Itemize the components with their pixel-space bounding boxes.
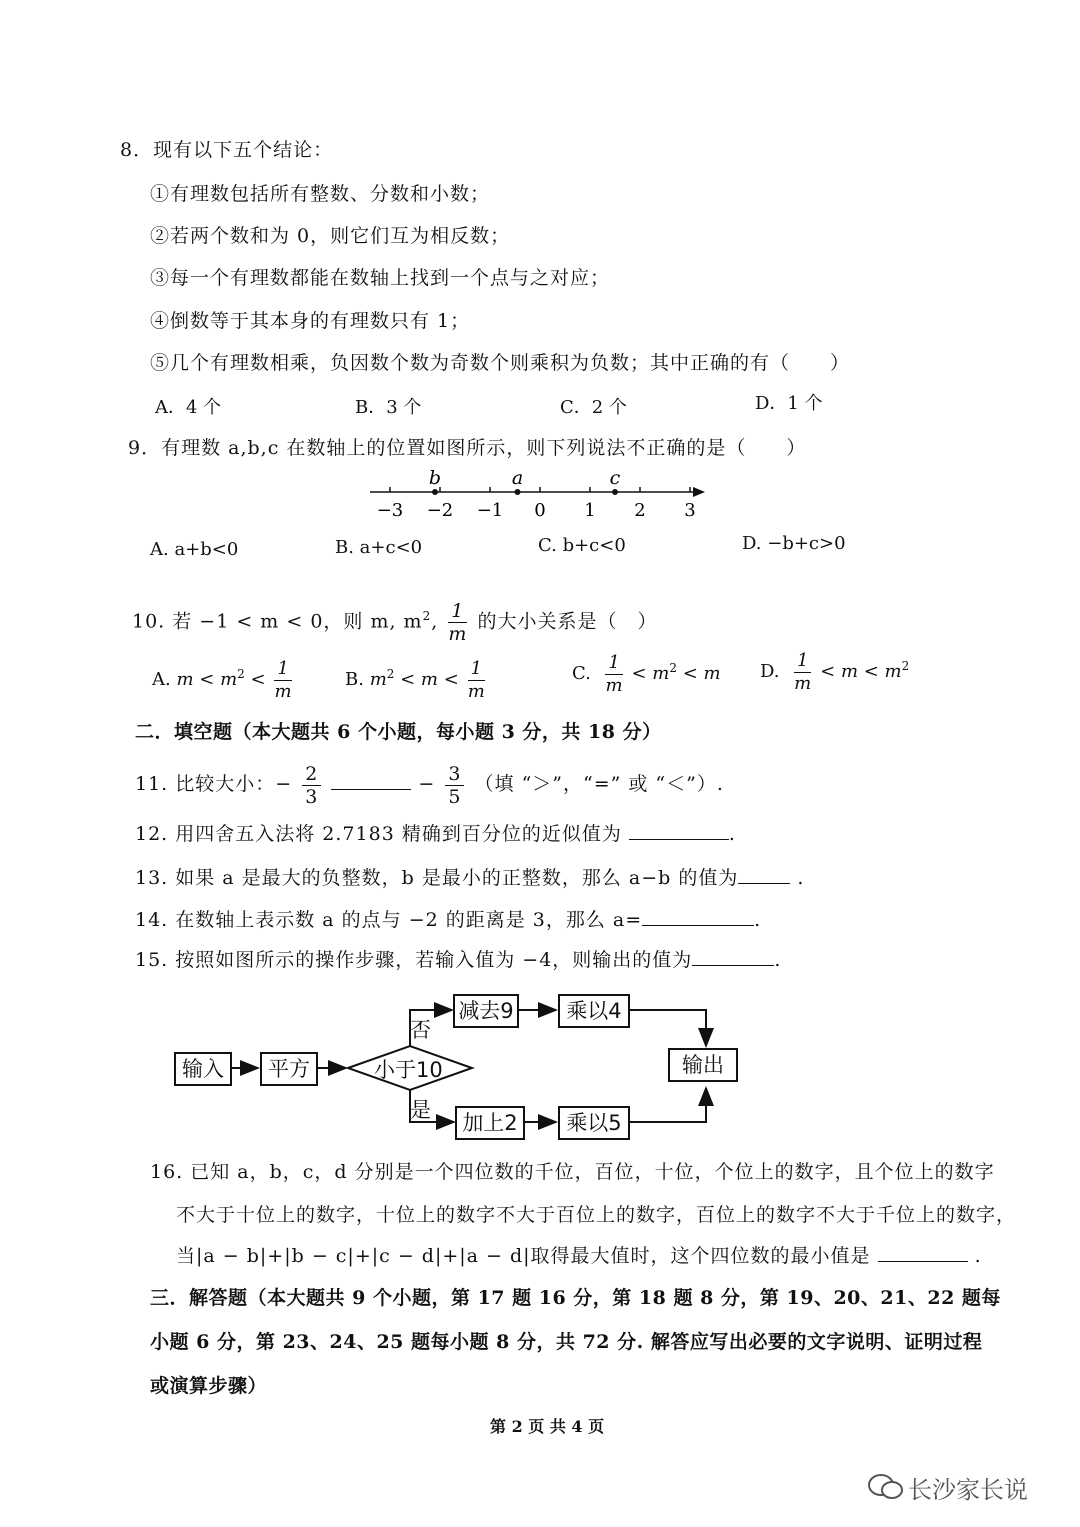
number-line-tick-label: −1 — [476, 500, 504, 521]
q9-option-c: C. b+c<0 — [538, 535, 626, 556]
q16-line-2: 不大于十位上的数字，十位上的数字不大于百位上的数字，百位上的数字不大于千位上的数字， — [176, 1204, 1017, 1226]
section-3-line-2: 小题 6 分，第 23、24、25 题每小题 8 分，共 72 分. 解答应写出必要的文字说明、证明过程 — [150, 1331, 983, 1353]
q10-option-a: A. $m < m^2$ < $\frac{1}{m}$ — [152, 657, 292, 702]
q15: 15. 按照如图所示的操作步骤，若输入值为 −4，则输出的值为 . — [135, 949, 782, 971]
flow-times5-box: 乘以5 — [558, 1106, 630, 1140]
q8-item-1: ①有理数包括所有整数、分数和小数； — [150, 183, 491, 205]
section-3-line-3: 或演算步骤） — [150, 1375, 268, 1397]
section-2-heading: 二．填空题（本大题共 6 个小题，每小题 3 分，共 18 分） — [135, 721, 662, 743]
number-line-tick-label: 2 — [634, 500, 646, 521]
flow-plus2-box: 加上2 — [455, 1106, 525, 1140]
q10-option-d: D. $\frac{1}{m}$ < $m < m^2$ — [760, 649, 910, 694]
q16-line-1: 16. 已知 a，b，c，d 分别是一个四位数的千位，百位，十位，个位上的数字，且个位上的数字 — [150, 1161, 995, 1183]
q8-option-c: C．2 个 — [560, 397, 627, 418]
wechat-icon — [866, 1472, 906, 1506]
number-line-tick-label: −2 — [426, 500, 454, 521]
q13: 13. 如果 a 是最大的负整数，b 是最小的正整数，那么 a−b 的值为 . — [135, 867, 805, 889]
q11: 11. 比较大小：− $\frac{2}{3}$ − $\frac{3}{5}$ （填 “＞”，“=” 或 “＜”）. — [135, 762, 724, 808]
q10-option-b: B. $m^2 < m$ < $\frac{1}{m}$ — [345, 657, 485, 702]
q9-option-b: B. a+c<0 — [335, 537, 423, 558]
page-footer: 第 2 页 共 4 页 — [490, 1417, 605, 1436]
q9-stem: 9．有理数 a,b,c 在数轴上的位置如图所示，则下列说法不正确的是（ ） — [128, 437, 807, 459]
watermark-text: 长沙家长说 — [908, 1476, 1028, 1504]
q8-stem: 8．现有以下五个结论： — [120, 139, 334, 161]
number-line-tick-label: 0 — [534, 500, 546, 521]
flow-no-label: 否 — [410, 1018, 431, 1042]
flow-input-box: 输入 — [174, 1052, 232, 1086]
number-line-tick-label: −3 — [376, 500, 404, 521]
number-line-tick-label: 3 — [684, 500, 696, 521]
q8-option-a: A．4 个 — [155, 397, 222, 418]
q10-stem: 10. 若 −1 < m < 0，则 m, $m^2$, $\frac{1}{m}$ 的大小关系是（ ） — [132, 599, 658, 645]
q8-option-d: D．1 个 — [755, 393, 823, 414]
q9-option-a: A. a+b<0 — [150, 539, 239, 560]
q8-item-4: ④倒数等于其本身的有理数只有 1； — [150, 310, 471, 332]
flow-square-box: 平方 — [260, 1052, 318, 1086]
number-line-tick-label: 1 — [584, 500, 596, 521]
q14: 14. 在数轴上表示数 a 的点与 −2 的距离是 3，那么 a= . — [135, 909, 762, 931]
q16-line-3: 当|a − b|+|b − c|+|c − d|+|a − d|取得最大值时，这个四位数的最小值是 . — [176, 1245, 982, 1267]
q12: 12. 用四舍五入法将 2.7183 精确到百分位的近似值为 . — [135, 823, 736, 845]
flow-yes-label: 是 — [410, 1098, 431, 1122]
number-line-point-label: c — [609, 468, 621, 489]
q10-option-c: C. $\frac{1}{m}$ < $m^2 < m$ — [572, 651, 721, 696]
flow-condition-text: 小于10 — [374, 1058, 443, 1082]
section-3-line-1: 三．解答题（本大题共 9 个小题，第 17 题 16 分，第 18 题 8 分，第 19、20、21、22 题每 — [150, 1287, 1001, 1309]
q8-option-b: B．3 个 — [355, 397, 422, 418]
number-line-point-label: a — [511, 468, 524, 489]
q9-option-d: D. −b+c>0 — [742, 533, 846, 554]
q8-item-3: ③每一个有理数都能在数轴上找到一个点与之对应； — [150, 267, 611, 289]
flow-minus9-box: 减去9 — [453, 994, 519, 1028]
number-line-point-label: b — [428, 468, 442, 489]
q16-blank — [878, 1261, 968, 1262]
q8-item-5: ⑤几个有理数相乘，负因数个数为奇数个则乘积为负数；其中正确的有（ ） — [150, 352, 851, 374]
q8-item-2: ②若两个数和为 0，则它们互为相反数； — [150, 225, 511, 247]
flow-times4-box: 乘以4 — [558, 994, 630, 1028]
flow-output-box: 输出 — [668, 1048, 738, 1082]
